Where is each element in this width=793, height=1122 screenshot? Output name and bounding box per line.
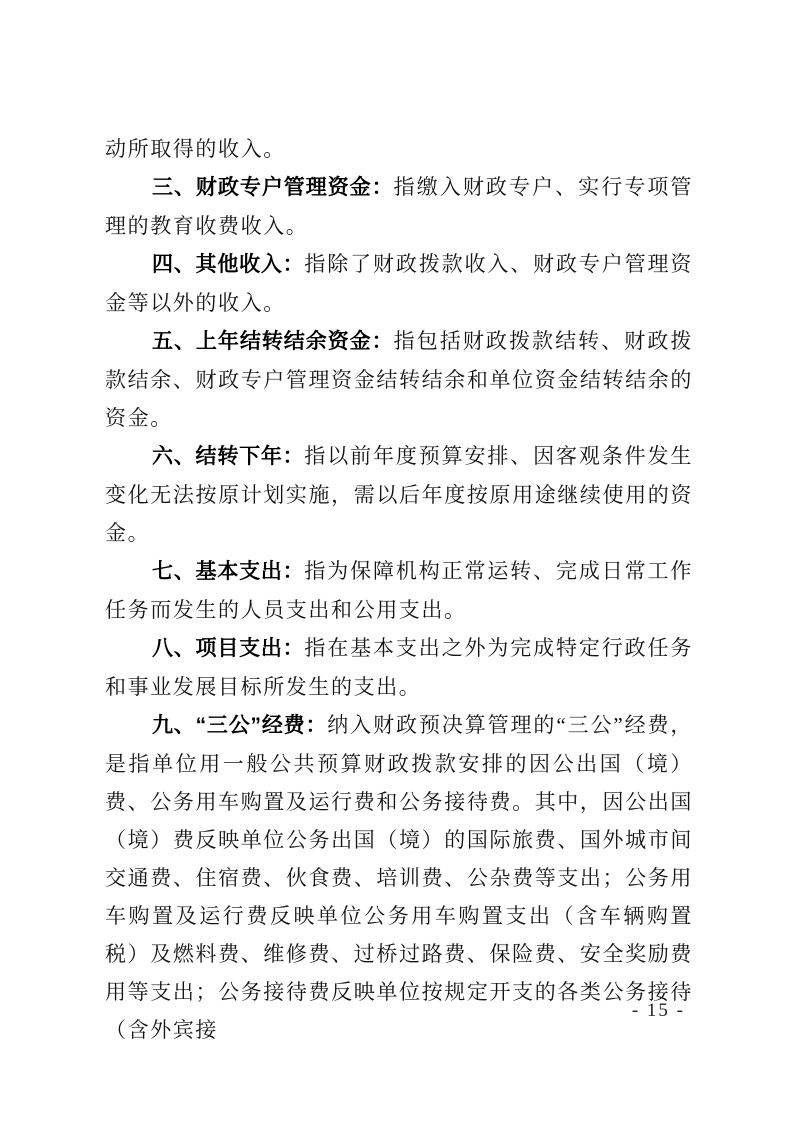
- paragraph: [105, 629, 693, 706]
- paragraph-text: 动所取得的收入。: [105, 137, 286, 161]
- paragraph: [105, 245, 693, 322]
- paragraph-text: 指以前年度预算安排、因客观条件发生变化无法按原计划实施，需以后年度按原用途继续使用的资金。: [105, 444, 694, 545]
- page-number: - 15 -: [631, 1000, 685, 1021]
- paragraph: [105, 706, 693, 1049]
- paragraph-heading: 九、“三公”经费：: [152, 714, 328, 737]
- paragraph-text: 指缴入财政专户、实行专项管理的教育收费收入。: [105, 175, 693, 238]
- paragraph-heading: 五、上年结转结余资金：: [152, 330, 394, 353]
- document-body: [105, 130, 693, 1049]
- paragraph: [105, 437, 693, 552]
- paragraph: [105, 130, 693, 168]
- paragraph-text: 指包括财政拨款结转、财政拨款结余、财政专户管理资金结转结余和单位资金结转结余的资金。: [105, 329, 693, 430]
- paragraph-heading: 八、项目支出：: [152, 637, 305, 660]
- paragraph-text: 指除了财政拨款收入、财政专户管理资金等以外的收入。: [105, 252, 694, 315]
- paragraph-text: 指为保障机构正常运转、完成日常工作任务而发生的人员支出和公用支出。: [105, 559, 694, 622]
- paragraph-heading: 七、基本支出：: [152, 560, 305, 583]
- paragraph: [105, 322, 693, 437]
- paragraph: [105, 168, 693, 245]
- paragraph-text: 纳入财政预决算管理的“三公”经费，是指单位用一般公共预算财政拨款安排的因公出国（境）费、公务用车购置及运行费和公务接待费。其中，因公出国（境）费反映单位公务出国（境）的国际旅费、国外城市间交通费、住宿费、伙食费、培训费、公杂费等支出；公务用车购置及运行费反映单位公务用车购置支出（含车辆购置税）及燃料费、维修费、过桥过路费、保险费、安全奖励费用等支出；公务接待费反映单位按规定开支的各类公务接待（含外宾接: [105, 713, 694, 1042]
- paragraph-heading: 四、其他收入：: [152, 253, 305, 276]
- paragraph-text: 指在基本支出之外为完成特定行政任务和事业发展目标所发生的支出。: [105, 636, 694, 699]
- paragraph-heading: 六、结转下年：: [152, 445, 305, 468]
- paragraph: [105, 552, 693, 629]
- paragraph-heading: 三、财政专户管理资金：: [152, 176, 394, 199]
